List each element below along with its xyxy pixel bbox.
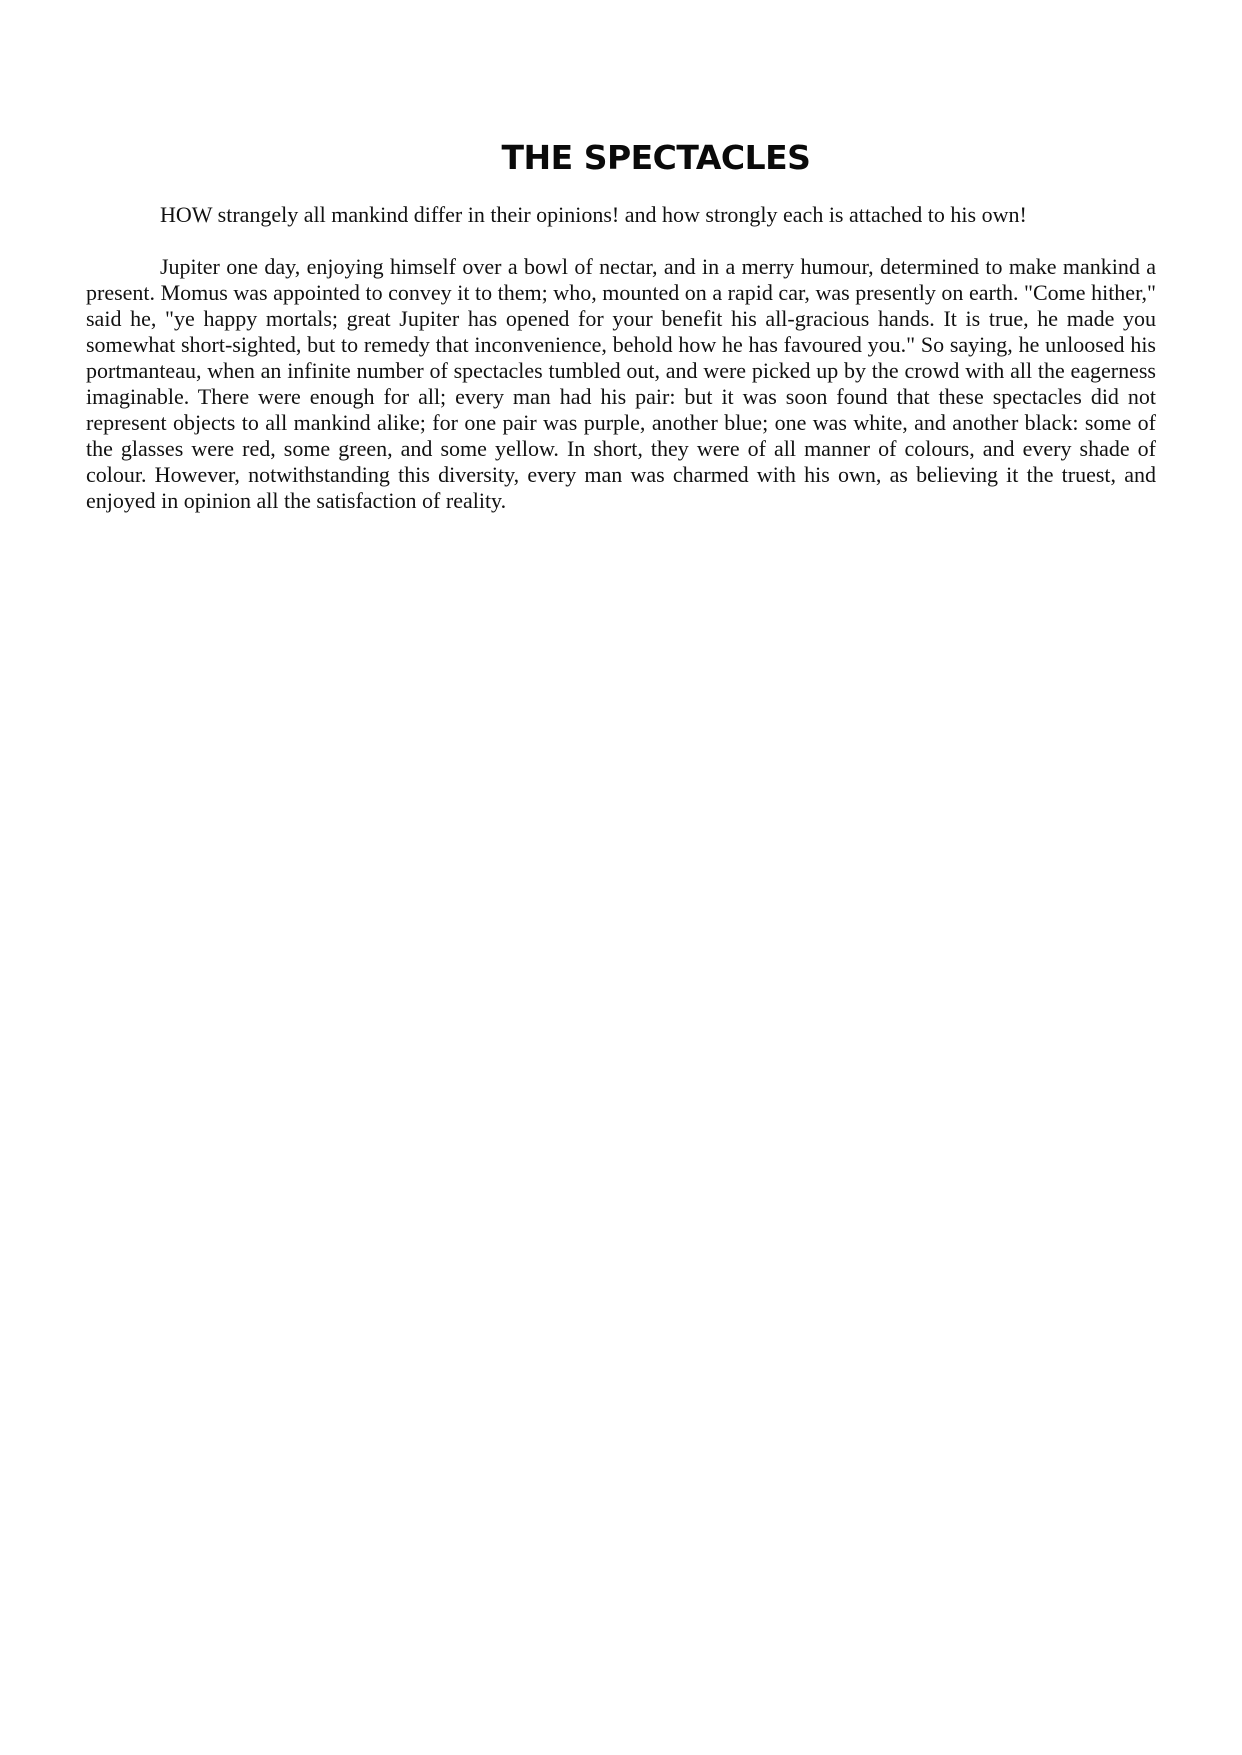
story-paragraph: Jupiter one day, enjoying himself over a bowl of nectar, and in a merry humour, determined to make mankind a present. Momus was appointed to convey it to them; who, mounted on a rapid car, was presently on earth. "Come hither," said he, "ye happy mortals; great Jupiter has opened for your benefit his all-gracious hands. It is true, he made you somewhat short-sighted, but to remedy that inconvenience, behold how he has favoured you." So saying, he unloosed his portmanteau, when an infinite number of spectacles tumbled out, and were picked up by the crowd with all the eagerness imaginable. There were enough for all; every man had his pair: but it was soon found that these spectacles did not represent objects to all mankind alike; for one pair was purple, another blue; one was white, and another black: some of the glasses were red, some green, and some yellow. In short, they were of all manner of colours, and every shade of colour. However, notwithstanding this diversity, every man was charmed with his own, as believing it the truest, and enjoyed in opinion all the satisfaction of reality. bbox=[86, 254, 1156, 513]
document-title: THE SPECTACLES bbox=[501, 138, 811, 177]
intro-paragraph: HOW strangely all mankind differ in their opinions! and how strongly each is attached to his own! bbox=[160, 202, 1027, 227]
body-text bbox=[86, 202, 1156, 514]
